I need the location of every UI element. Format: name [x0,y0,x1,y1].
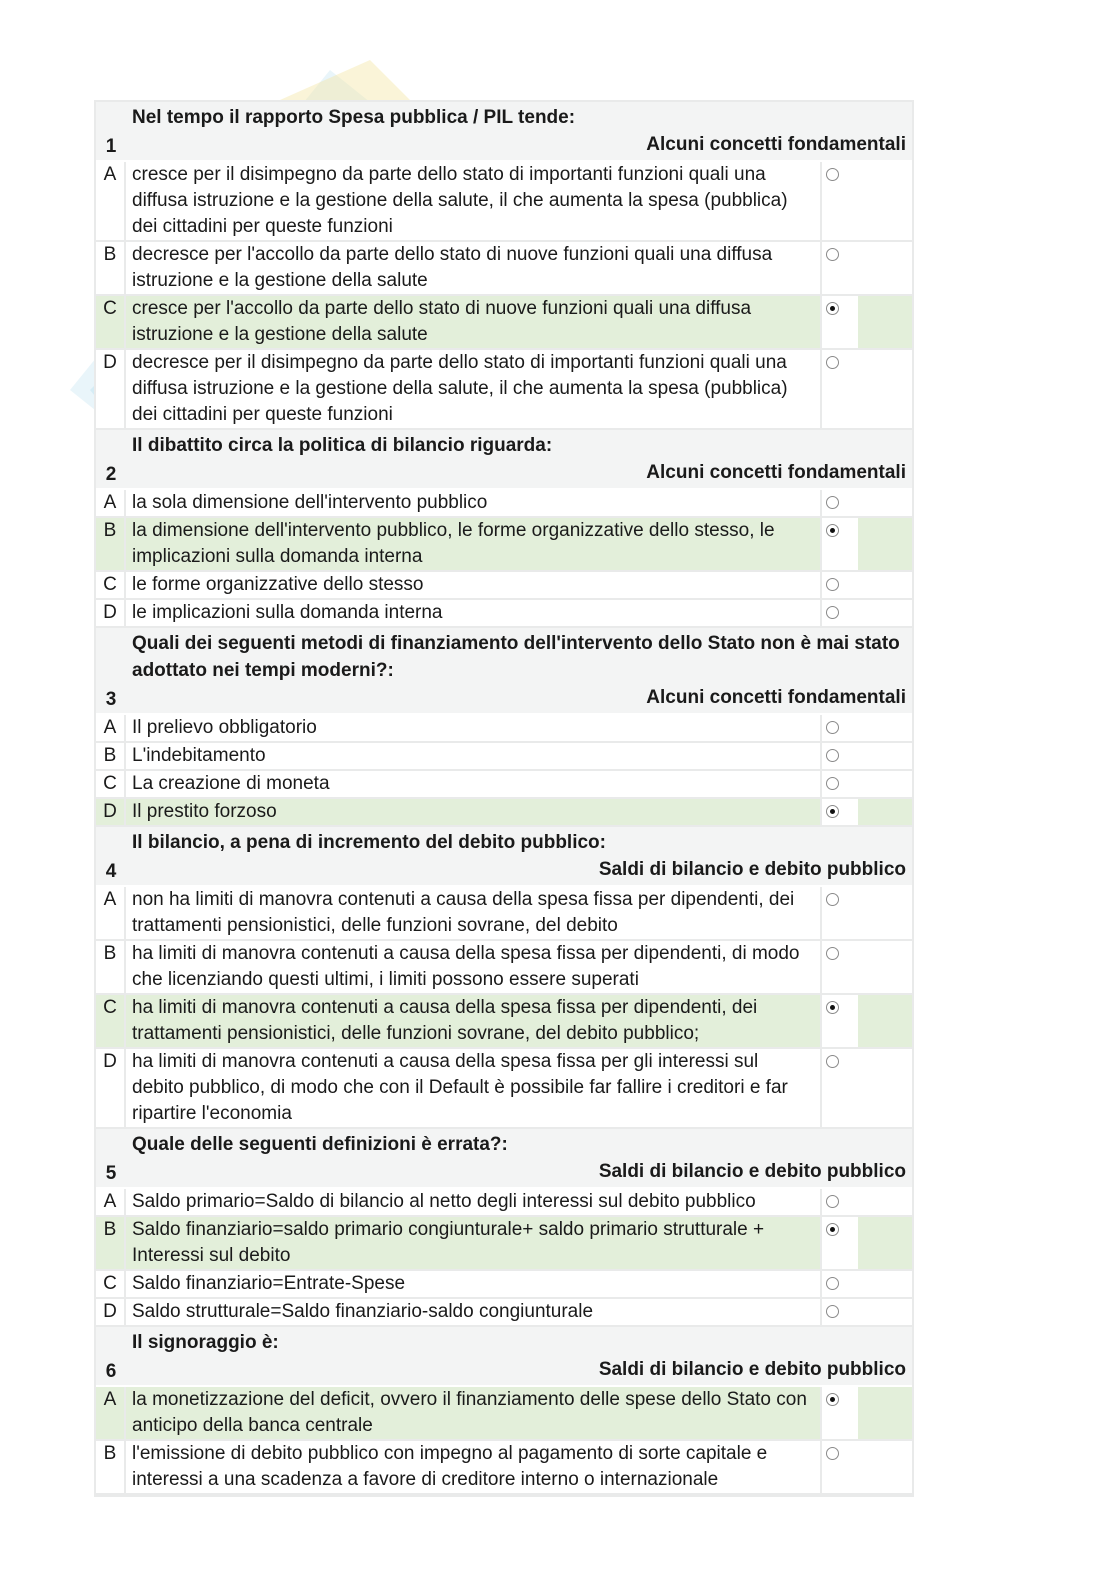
answer-text: l'emissione di debito pubblico con impegno al pagamento di sorte capitale e interessi a una scadenza a favore di creditore interno o internazionale [126,1441,822,1493]
question-number: 1 [105,136,117,157]
radio-unselected[interactable] [826,1277,839,1290]
answer-text: le implicazioni sulla domanda interna [126,600,822,626]
answer-text: la monetizzazione del deficit, ovvero il finanziamento delle spese dello Stato con anticipo della banca centrale [126,1387,822,1439]
answer-text: Il prelievo obbligatorio [126,715,822,741]
answer-text: Saldo primario=Saldo di bilancio al netto degli interessi sul debito pubblico [126,1189,822,1215]
question-text: Quali dei seguenti metodi di finanziamento dell'intervento dello Stato non è mai stato adottato nei tempi moderni?: [132,633,900,681]
answer-letter: C [96,771,126,797]
radio-unselected[interactable] [826,606,839,619]
answer-letter: B [96,743,126,769]
answer-option[interactable] [96,1217,912,1271]
answer-option[interactable] [96,1387,912,1441]
question-text: Nel tempo il rapporto Spesa pubblica / PIL tende: [132,107,576,128]
answer-text: L'indebitamento [126,743,822,769]
question-block [96,430,912,628]
answer-option[interactable] [96,350,912,430]
answer-text: Il prestito forzoso [126,799,822,825]
radio-unselected[interactable] [826,1447,839,1460]
answer-text: decresce per l'accollo da parte dello stato di nuove funzioni quali una diffusa istruzione e la gestione della salute [126,242,822,294]
answer-text: La creazione di moneta [126,771,822,797]
question-number: 4 [105,861,117,882]
question-text: Il signoraggio è: [132,1332,279,1353]
question-number: 6 [105,1361,117,1382]
question-block [96,1129,912,1327]
radio-unselected[interactable] [826,1195,839,1208]
answer-text: cresce per il disimpegno da parte dello stato di importanti funzioni quali una diffusa istruzione e la gestione della salute, il che aumenta la spesa (pubblica) dei cittadini per queste funzioni [126,162,822,240]
radio-selected[interactable] [826,1001,839,1014]
question-category: Alcuni concetti fondamentali [646,134,906,155]
answer-letter: D [96,1299,126,1325]
answer-option[interactable] [96,242,912,296]
answer-option[interactable] [96,799,912,827]
radio-unselected[interactable] [826,356,839,369]
question-block [96,628,912,827]
question-category: Alcuni concetti fondamentali [646,462,906,483]
radio-unselected[interactable] [826,749,839,762]
question-text: Il bilancio, a pena di incremento del debito pubblico: [132,832,606,853]
answer-option[interactable] [96,518,912,572]
answer-option[interactable] [96,995,912,1049]
answer-letter: B [96,941,126,993]
answer-option[interactable] [96,490,912,518]
question-header [96,430,912,490]
question-number: 5 [105,1163,117,1184]
answer-letter: D [96,600,126,626]
answer-letter: B [96,242,126,294]
question-category: Alcuni concetti fondamentali [646,687,906,708]
answer-option[interactable] [96,1271,912,1299]
answer-letter: B [96,1217,126,1269]
answer-letter: C [96,995,126,1047]
radio-unselected[interactable] [826,496,839,509]
answer-text: Saldo finanziario=saldo primario congiunturale+ saldo primario strutturale + Interessi sul debito [126,1217,822,1269]
answer-letter: A [96,715,126,741]
answer-text: cresce per l'accollo da parte dello stato di nuove funzioni quali una diffusa istruzione e la gestione della salute [126,296,822,348]
question-header [96,1129,912,1189]
radio-selected[interactable] [826,1393,839,1406]
question-number: 2 [105,464,117,485]
answer-option[interactable] [96,771,912,799]
answer-text: ha limiti di manovra contenuti a causa della spesa fissa per dipendenti, dei trattamenti pensionistici, delle funzioni sovrane, del debito pubblico; [126,995,822,1047]
answer-letter: C [96,296,126,348]
radio-selected[interactable] [826,805,839,818]
answer-option[interactable] [96,743,912,771]
answer-text: la sola dimensione dell'intervento pubblico [126,490,822,516]
answer-option[interactable] [96,1299,912,1327]
question-number: 3 [105,689,117,710]
question-category: Saldi di bilancio e debito pubblico [598,1161,906,1182]
question-header [96,102,912,162]
question-block [96,1327,912,1495]
answer-text: ha limiti di manovra contenuti a causa della spesa fissa per gli interessi sul debito pubblico, di modo che con il Default è possibile far fallire i creditori e far ripartire l'economia [126,1049,822,1127]
answer-letter: A [96,162,126,240]
radio-unselected[interactable] [826,248,839,261]
answer-option[interactable] [96,1441,912,1495]
radio-selected[interactable] [826,1223,839,1236]
answer-option[interactable] [96,715,912,743]
question-category: Saldi di bilancio e debito pubblico [598,859,906,880]
answer-option[interactable] [96,572,912,600]
answer-letter: D [96,1049,126,1127]
answer-letter: C [96,572,126,598]
answer-letter: A [96,1387,126,1439]
answer-option[interactable] [96,887,912,941]
radio-unselected[interactable] [826,777,839,790]
radio-unselected[interactable] [826,721,839,734]
radio-unselected[interactable] [826,1305,839,1318]
quiz-table [94,100,914,1497]
answer-text: ha limiti di manovra contenuti a causa della spesa fissa per dipendenti, di modo che licenziando questi ultimi, i limiti possono essere superati [126,941,822,993]
question-block [96,827,912,1129]
answer-text: Saldo finanziario=Entrate-Spese [126,1271,822,1297]
answer-option[interactable] [96,1049,912,1129]
radio-unselected[interactable] [826,578,839,591]
answer-letter: B [96,518,126,570]
answer-letter: A [96,887,126,939]
answer-letter: D [96,350,126,428]
radio-selected[interactable] [826,302,839,315]
question-header [96,827,912,887]
answer-option[interactable] [96,1189,912,1217]
answer-text: Saldo strutturale=Saldo finanziario-saldo congiunturale [126,1299,822,1325]
answer-letter: A [96,490,126,516]
question-block [96,102,912,430]
answer-text: decresce per il disimpegno da parte dello stato di importanti funzioni quali una diffusa istruzione e la gestione della salute, il che aumenta la spesa (pubblica) dei cittadini per queste funzioni [126,350,822,428]
answer-text: non ha limiti di manovra contenuti a causa della spesa fissa per dipendenti, dei trattamenti pensionistici, delle funzioni sovrane, del debito [126,887,822,939]
radio-selected[interactable] [826,524,839,537]
answer-text: le forme organizzative dello stesso [126,572,822,598]
answer-option[interactable] [96,296,912,350]
answer-option[interactable] [96,600,912,628]
answer-letter: B [96,1441,126,1493]
answer-text: la dimensione dell'intervento pubblico, le forme organizzative dello stesso, le implicazioni sulla domanda interna [126,518,822,570]
answer-letter: A [96,1189,126,1215]
question-header [96,1327,912,1387]
question-text: Quale delle seguenti definizioni è errata?: [132,1134,508,1155]
question-header [96,628,912,715]
question-text: Il dibattito circa la politica di bilancio riguarda: [132,435,553,456]
radio-unselected[interactable] [826,893,839,906]
radio-unselected[interactable] [826,1055,839,1068]
radio-unselected[interactable] [826,168,839,181]
answer-option[interactable] [96,941,912,995]
answer-letter: D [96,799,126,825]
question-category: Saldi di bilancio e debito pubblico [598,1359,906,1380]
radio-unselected[interactable] [826,947,839,960]
answer-option[interactable] [96,162,912,242]
answer-letter: C [96,1271,126,1297]
